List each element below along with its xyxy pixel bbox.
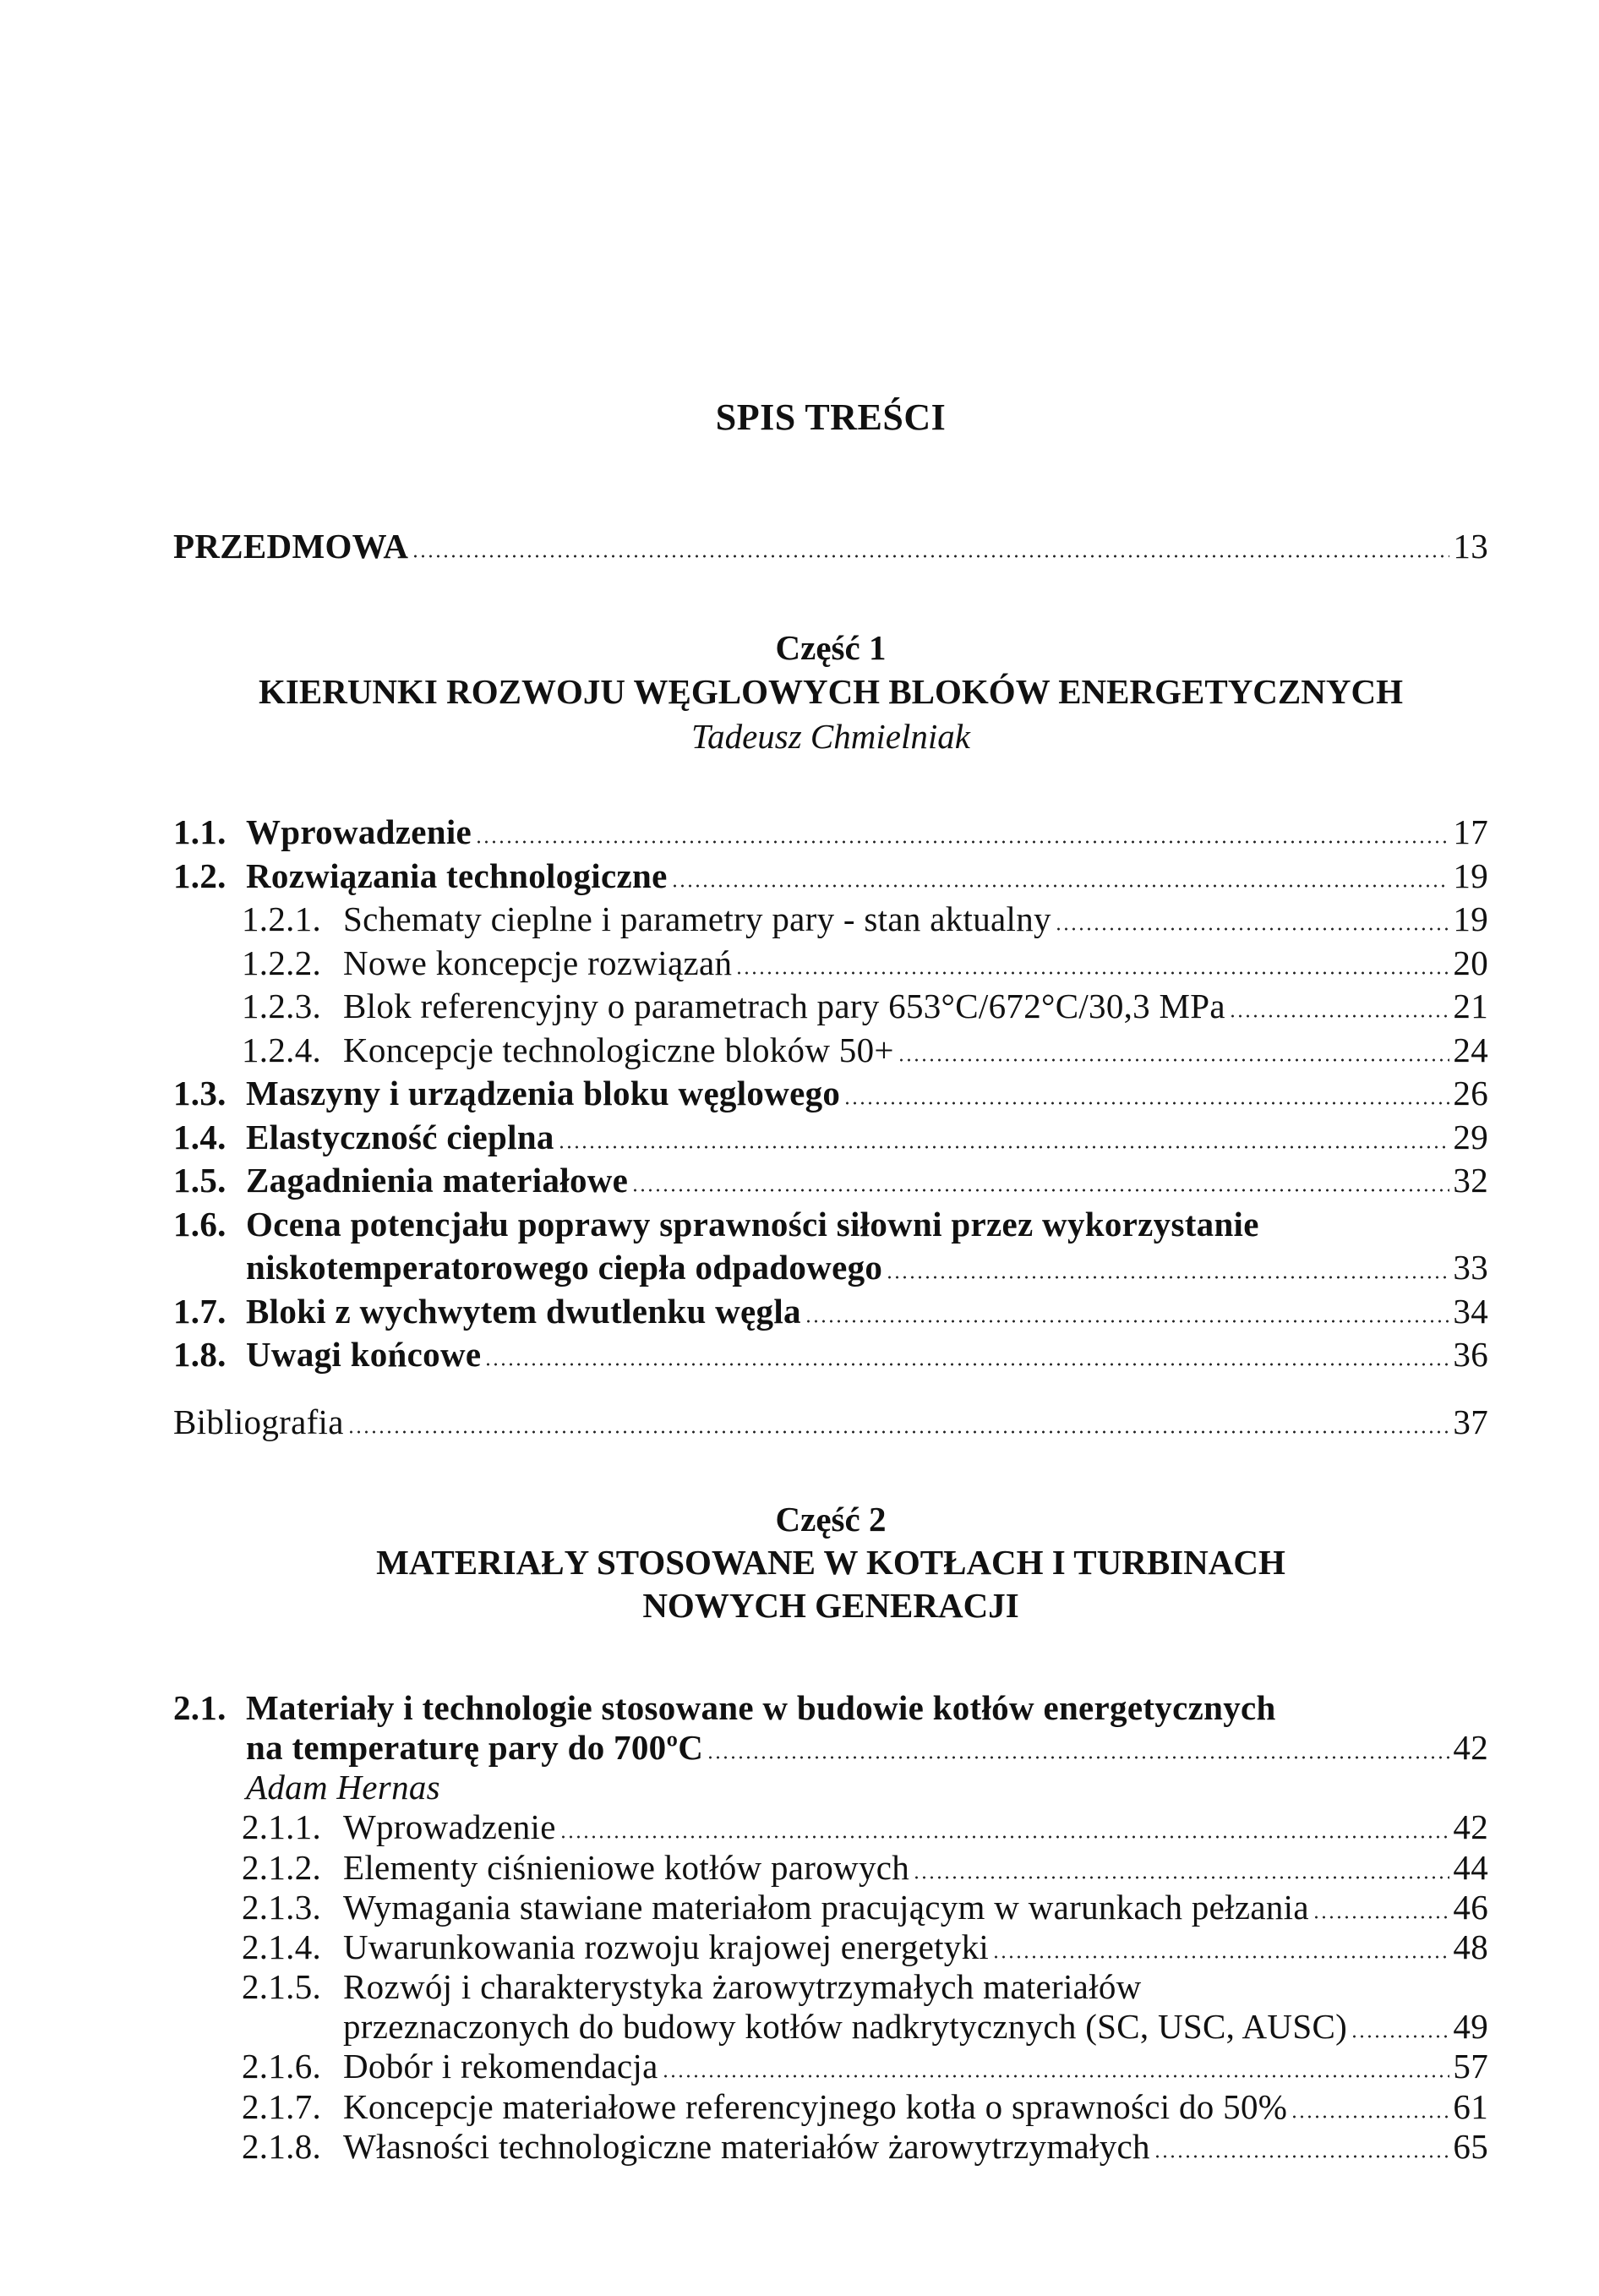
toc-entry[interactable] bbox=[173, 812, 1488, 852]
dot-leader bbox=[347, 1430, 1450, 1434]
toc-entry[interactable] bbox=[242, 986, 1488, 1026]
toc-entry[interactable] bbox=[242, 1927, 1488, 1967]
dot-leader bbox=[1229, 1014, 1450, 1018]
entry-text: PRZEDMOWA bbox=[173, 527, 409, 566]
part2-title-line2: NOWYCH GENERACJI bbox=[642, 1586, 1019, 1625]
dot-leader bbox=[484, 1363, 1449, 1366]
page-number: 44 bbox=[1453, 1847, 1488, 1887]
dot-leader bbox=[475, 840, 1449, 844]
toc-entry[interactable] bbox=[173, 1204, 1488, 1244]
entry-number: 2.1.7. bbox=[242, 2086, 322, 2126]
dot-leader bbox=[886, 1276, 1449, 1279]
entry-text: Nowe koncepcje rozwiązań bbox=[343, 943, 733, 982]
entry-number: 1.2.4. bbox=[242, 1030, 322, 1069]
entry-text: na temperaturę pary do 700ºC bbox=[246, 1728, 704, 1768]
dot-leader bbox=[898, 1058, 1450, 1062]
page-title: SPIS TREŚCI bbox=[715, 396, 947, 438]
entry-number: 1.1. bbox=[173, 812, 226, 851]
entry-author[interactable] bbox=[246, 1767, 1488, 1807]
entry-text: Elementy ciśnieniowe kotłów parowych bbox=[343, 1847, 910, 1887]
dot-leader bbox=[843, 1102, 1449, 1105]
toc-entry[interactable] bbox=[173, 856, 1488, 896]
page-number: 32 bbox=[1453, 1161, 1488, 1200]
entry-text: Uwarunkowania rozwoju krajowej energetyki bbox=[343, 1927, 990, 1966]
entry-text: Rozwój i charakterystyka żarowytrzymałych materiałów bbox=[343, 1967, 1142, 2007]
toc-entry[interactable] bbox=[242, 1030, 1488, 1070]
entry-text: Ocena potencjału poprawy sprawności siłowni przez wykorzystanie bbox=[246, 1204, 1259, 1244]
page-number: 20 bbox=[1453, 943, 1488, 982]
dot-leader bbox=[1312, 1916, 1450, 1919]
page-number: 13 bbox=[1453, 527, 1488, 566]
toc-entry-continuation[interactable] bbox=[343, 2006, 1488, 2047]
dot-leader bbox=[735, 971, 1449, 975]
entry-number: 2.1.5. bbox=[242, 1967, 322, 2007]
toc-entry[interactable] bbox=[173, 1334, 1488, 1375]
dot-leader bbox=[913, 1876, 1449, 1879]
entry-number: 1.3. bbox=[173, 1074, 226, 1112]
toc-entry[interactable] bbox=[173, 1687, 1488, 1728]
dot-leader bbox=[558, 1145, 1450, 1149]
entry-text: Własności technologiczne materiałów żarowytrzymałych bbox=[343, 2126, 1150, 2166]
entry-number: 1.2. bbox=[173, 856, 226, 895]
toc-entry[interactable] bbox=[173, 1291, 1488, 1331]
entry-text: Maszyny i urządzenia bloku węglowego bbox=[246, 1074, 841, 1112]
part1-author: Tadeusz Chmielniak bbox=[691, 717, 970, 756]
page-number: 34 bbox=[1453, 1291, 1488, 1331]
toc-entry-bibliography[interactable] bbox=[173, 1402, 1488, 1442]
dot-leader bbox=[1291, 2115, 1449, 2118]
dot-leader bbox=[662, 2075, 1450, 2078]
toc-entry[interactable] bbox=[242, 2086, 1488, 2127]
toc-entry[interactable] bbox=[242, 1807, 1488, 1847]
toc-entry[interactable] bbox=[242, 2126, 1488, 2167]
entry-number: 2.1.4. bbox=[242, 1927, 322, 1966]
entry-number: 1.4. bbox=[173, 1117, 226, 1156]
entry-text: Koncepcje technologiczne bloków 50+ bbox=[343, 1030, 894, 1069]
toc-entry[interactable] bbox=[242, 899, 1488, 939]
page-number: 19 bbox=[1453, 856, 1488, 895]
page-number: 17 bbox=[1453, 812, 1488, 851]
entry-text: przeznaczonych do budowy kotłów nadkrytycznych (SC, USC, AUSC) bbox=[343, 2007, 1348, 2047]
entry-number: 2.1.2. bbox=[242, 1847, 322, 1887]
entry-number: 1.2.3. bbox=[242, 987, 322, 1025]
dot-leader bbox=[992, 1955, 1449, 1959]
part1-heading: Część 1 bbox=[775, 628, 887, 667]
entry-text: Wprowadzenie bbox=[246, 812, 472, 851]
page-number: 48 bbox=[1453, 1927, 1488, 1966]
dot-leader bbox=[1055, 927, 1450, 931]
entry-number: 2.1. bbox=[173, 1688, 226, 1727]
page-number: 21 bbox=[1453, 987, 1488, 1025]
entry-text: Dobór i rekomendacja bbox=[343, 2047, 658, 2086]
entry-text: Bibliografia bbox=[173, 1402, 344, 1441]
entry-text: Materiały i technologie stosowane w budowie kotłów energetycznych bbox=[246, 1688, 1276, 1727]
entry-text: Blok referencyjny o parametrach pary 653°C/672°C/30,3 MPa bbox=[343, 987, 1225, 1025]
toc-entry[interactable] bbox=[173, 1073, 1488, 1113]
toc-entry-continuation[interactable] bbox=[246, 1247, 1488, 1287]
dot-leader bbox=[671, 884, 1450, 888]
page-number: 57 bbox=[1453, 2047, 1488, 2086]
page-number: 49 bbox=[1453, 2007, 1488, 2047]
page-number: 37 bbox=[1453, 1402, 1488, 1441]
page-number: 24 bbox=[1453, 1030, 1488, 1069]
part1-title: KIERUNKI ROZWOJU WĘGLOWYCH BLOKÓW ENERGETYCZNYCH bbox=[259, 672, 1403, 711]
toc-entry[interactable] bbox=[242, 1966, 1488, 2007]
entry-text: Bloki z wychwytem dwutlenku węgla bbox=[246, 1291, 801, 1331]
page-number: 33 bbox=[1453, 1248, 1488, 1287]
page-number: 42 bbox=[1453, 1807, 1488, 1847]
entry-text: Uwagi końcowe bbox=[246, 1335, 482, 1374]
page-number: 46 bbox=[1453, 1887, 1488, 1927]
entry-number: 1.5. bbox=[173, 1161, 226, 1200]
entry-number: 1.2.2. bbox=[242, 943, 322, 982]
toc-entry-preface[interactable] bbox=[173, 526, 1488, 566]
toc-entry-continuation[interactable] bbox=[246, 1727, 1488, 1768]
entry-number: 2.1.6. bbox=[242, 2047, 322, 2086]
entry-number: 2.1.8. bbox=[242, 2126, 322, 2166]
page-number: 65 bbox=[1453, 2126, 1488, 2166]
entry-text: Adam Hernas bbox=[246, 1768, 440, 1807]
entry-number: 2.1.3. bbox=[242, 1887, 322, 1927]
toc-entry[interactable] bbox=[242, 2046, 1488, 2086]
toc-entry[interactable] bbox=[173, 1160, 1488, 1200]
dot-leader bbox=[805, 1320, 1450, 1323]
dot-leader bbox=[412, 555, 1449, 558]
dot-leader bbox=[559, 1835, 1450, 1839]
toc-entry[interactable] bbox=[242, 943, 1488, 983]
page-number: 61 bbox=[1453, 2086, 1488, 2126]
toc-entry[interactable] bbox=[242, 1847, 1488, 1888]
toc-entry[interactable] bbox=[242, 1887, 1488, 1927]
entry-text: Schematy cieplne i parametry pary - stan aktualny bbox=[343, 899, 1051, 938]
toc-entry[interactable] bbox=[173, 1117, 1488, 1157]
entry-number: 1.6. bbox=[173, 1204, 226, 1244]
part2-heading: Część 2 bbox=[775, 1500, 887, 1539]
entry-number: 2.1.1. bbox=[242, 1807, 322, 1847]
entry-text: Wprowadzenie bbox=[343, 1807, 556, 1847]
dot-leader bbox=[707, 1756, 1449, 1759]
entry-text: niskotemperatorowego ciepła odpadowego bbox=[246, 1248, 883, 1287]
part2-title-line1: MATERIAŁY STOSOWANE W KOTŁACH I TURBINACH bbox=[376, 1543, 1285, 1582]
dot-leader bbox=[631, 1189, 1449, 1192]
entry-text: Koncepcje materiałowe referencyjnego kotła o sprawności do 50% bbox=[343, 2086, 1288, 2126]
page-number: 36 bbox=[1453, 1335, 1488, 1374]
entry-number: 1.7. bbox=[173, 1291, 226, 1331]
page-number: 42 bbox=[1453, 1728, 1488, 1768]
entry-text: Zagadnienia materiałowe bbox=[246, 1161, 629, 1200]
dot-leader bbox=[1351, 2035, 1449, 2038]
page-number: 26 bbox=[1453, 1074, 1488, 1112]
page-number: 19 bbox=[1453, 899, 1488, 938]
dot-leader bbox=[1154, 2155, 1450, 2158]
entry-text: Elastyczność cieplna bbox=[246, 1117, 554, 1156]
entry-text: Wymagania stawiane materiałom pracującym w warunkach pełzania bbox=[343, 1887, 1309, 1927]
entry-number: 1.8. bbox=[173, 1335, 226, 1374]
entry-text: Rozwiązania technologiczne bbox=[246, 856, 668, 895]
page-number: 29 bbox=[1453, 1117, 1488, 1156]
entry-number: 1.2.1. bbox=[242, 899, 322, 938]
